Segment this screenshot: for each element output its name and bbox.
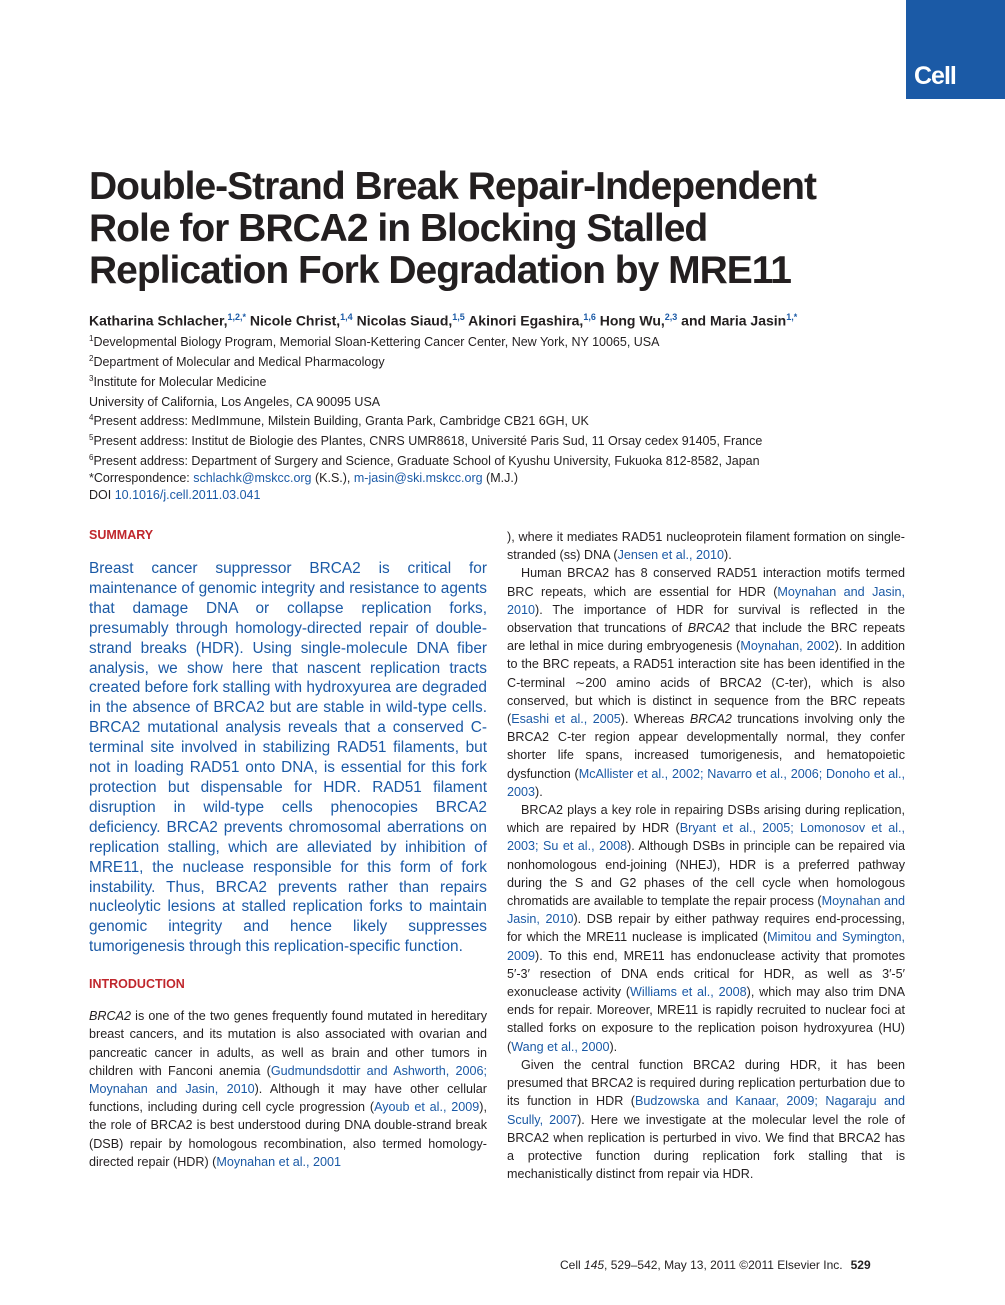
author-affiliation-marker: 1,* [786,312,798,322]
author-name: Hong Wu, [595,312,665,329]
author-affiliation-marker: 1,4 [340,312,353,322]
paragraph-text: ). [724,548,732,563]
intro-paragraph-continued [507,528,905,564]
correspondence-label: *Correspondence: [89,471,194,486]
affiliation-line [89,450,909,470]
affiliation-line [89,391,909,411]
affiliation-line [89,410,909,430]
paragraph-text: ). Although it may have other cellular functions, including during cell cycle progression ( [89,1081,487,1115]
footer-citation: , 529–542, May 13, 2011 ©2011 Elsevier Inc. [604,1258,843,1272]
title-line: Double-Strand Break Repair-Independent [89,165,816,208]
journal-logo-text: Cell [914,62,956,90]
author-name: Katharina Schlacher, [89,312,228,329]
correspondence-initials: (M.J.) [482,471,518,486]
citation-link[interactable]: Budzowska and Kanaar, 2009; Nagaraju and Scully, 2007 [507,1094,905,1127]
doi-line [89,487,909,504]
paragraph-text: ), where it mediates RAD51 nucleoprotein filament formation on single-stranded (ss) DNA ( [507,530,905,563]
gene-name: BRCA2 [89,1009,131,1024]
affiliation-text: Developmental Biology Program, Memorial Sloan-Kettering Cancer Center, New York, NY 10065, USA [93,335,660,350]
affiliation-number: 5 [89,433,94,443]
intro-paragraph [507,564,905,801]
affiliation-line [89,371,909,391]
affiliation-number: 4 [89,413,94,423]
correspondence-line [89,470,909,487]
paragraph-text: ). Here we investigate at the molecular level the role of BRCA2 when replication is perturbed in vivo. We find that BRCA2 has a protective function during replication fork stalling that is mechanistically distinct from repair via HDR. [507,1112,905,1182]
paragraph-text: Human BRCA2 has 8 conserved RAD51 interaction motifs termed BRC repeats, which are essential for HDR ( [507,566,905,599]
gene-name: BRCA2 [687,621,730,636]
citation-link[interactable]: Moynahan and Jasin, 2010 [507,584,905,617]
citation-link[interactable]: Wang et al., 2000 [511,1039,610,1054]
citation-link[interactable]: McAllister et al., 2002; Navarro et al., 2006; Donoho et al., 2003 [507,766,905,799]
affiliation-number: 6 [89,453,94,463]
citation-link[interactable]: Moynahan and Jasin, 2010 [507,894,906,927]
footer-volume: 145 [584,1258,605,1272]
intro-paragraph [507,1056,905,1183]
citation-link[interactable]: Bryant et al., 2005; Lomonosov et al., 2003; Su et al., 2008 [507,821,905,854]
doi-label: DOI [89,487,115,502]
citation-link[interactable]: Williams et al., 2008 [630,985,747,1000]
affiliation-text: Department of Molecular and Medical Pharmacology [93,355,385,370]
affiliations [89,331,909,503]
paragraph-text: ). In addition to the BRC repeats, a RAD51 interaction site has been identified in the C-terminal ∼200 amino acids of BRCA2 (C-ter), which is also conserved, but which is distinct in sequence from the BRC repeats ( [507,639,906,727]
citation-link[interactable]: Ayoub et al., 2009 [374,1100,480,1115]
journal-logo [906,0,1005,99]
affiliation-text: University of California, Los Angeles, CA 90095 USA [89,394,381,409]
citation-link[interactable]: Esashi et al., 2005 [511,712,621,727]
paragraph-text: ). Although DSBs in principle can be repaired via nonhomologous end-joining (NHEJ), HDR is a preferred pathway during the S and G2 phases of the cell cycle when homologous chromatids are available to template the repair process ( [507,839,906,909]
author-name: Nicolas Siaud, [352,312,453,329]
paragraph-text: Given the central function BRCA2 during HDR, it has been presumed that BRCA2 is required during replication perturbation due to its function in HDR ( [507,1057,905,1109]
paragraph-text: ). [609,1039,618,1054]
paragraph-text: truncations involving only the BRCA2 C-ter region appear developmentally normal, they confer shorter life spans, increased tumorigenesis, and hematopoietic dysfunction ( [507,712,905,781]
citation-link[interactable]: Jensen et al., 2010 [617,548,725,563]
affiliation-line [89,351,909,371]
paragraph-text: ), the role of BRCA2 is best understood during DNA double-strand break (DSB) repair by homologous recombination, also termed homology-directed repair (HDR) ( [89,1100,487,1169]
page-number: 529 [850,1258,871,1272]
affiliation-line [89,430,909,450]
paragraph-text: ). Whereas [620,712,690,727]
paragraph-text: ). To this end, MRE11 has endonuclease activity that promotes 5′-3′ resection of DNA ends critical for HDR, as well as 3′-5′ exonuclease activity ( [507,948,905,1000]
author-name: and Maria Jasin [677,312,787,329]
gene-name: BRCA2 [689,712,732,727]
page-footer [560,1258,871,1272]
paragraph-text: is one of the two genes frequently found mutated in hereditary breast cancers, and its mutation is also associated with ovarian and pancreatic cancer in adults, as well as brain and other tumors in children with Fanconi anemia ( [89,1009,487,1078]
intro-paragraph [507,801,905,1056]
affiliation-number: 3 [89,373,94,383]
author-list [89,312,909,329]
author-affiliation-marker: 1,5 [452,312,465,322]
doi-link[interactable]: 10.1016/j.cell.2011.03.041 [114,487,261,502]
title-line: Replication Fork Degradation by MRE11 [89,249,791,292]
email-link[interactable]: schlachk@mskcc.org [193,471,312,486]
citation-link[interactable]: Mimitou and Symington, 2009 [507,930,905,963]
summary-text: Breast cancer suppressor BRCA2 is critical for maintenance of genomic integrity and resistance to agents that damage DNA or collapse replication forks, presumably through homology-directed repair of double-strand breaks (HDR). Using single-molecule DNA fiber analysis, we show here that nascent replication tracts created before fork stalling with hydroxyurea are degraded in the absence of BRCA2 but are stable in wild-type cells. BRCA2 mutational analysis reveals that a conserved C-terminal site involved in stabilizing RAD51 filaments, but not in loading RAD51 onto DNA, is essential for this fork protection but dispensable for HDR. RAD51 filament disruption in wild-type cells phenocopies BRCA2 deficiency. BRCA2 prevents chromosomal aberrations on replication stalling, which are alleviated by inhibition of MRE11, the nuclease responsible for this form of fork instability. Thus, BRCA2 prevents rather than repairs nucleolytic lesions at stalled replication forks to maintain genomic integrity and hence likely suppresses tumorigenesis through this replication-specific function. [89,560,487,956]
affiliation-number: 2 [89,353,94,363]
left-column [89,528,487,1171]
author-name: Akinori Egashira, [464,312,584,329]
paragraph-text: ). The importance of HDR for survival is reflected in the observation that truncations of [507,602,905,636]
affiliation-number: 1 [89,334,94,343]
intro-paragraph [89,1007,487,1171]
affiliation-text: Present address: MedImmune, Milstein Building, Granta Park, Cambridge CB21 6GH, UK [93,414,589,429]
paragraph-text: ). DSB repair by either pathway requires end-processing, for which the MRE11 nuclease is implicated ( [507,912,905,945]
right-column [507,528,905,1183]
affiliation-text: Institute for Molecular Medicine [93,374,267,389]
author-affiliation-marker: 1,6 [583,312,596,322]
author-affiliation-marker: 1,2,* [227,312,247,322]
email-link[interactable]: m-jasin@ski.mskcc.org [353,471,483,486]
paragraph-text: ). [535,784,543,799]
affiliation-text: Present address: Department of Surgery and Science, Graduate School of Kyushu University, Fukuoka 812-8582, Japan [93,454,760,469]
correspondence-initials: (K.S.), [311,471,354,486]
author-name: Nicole Christ, [246,312,341,329]
article-title [89,166,889,292]
author-affiliation-marker: 2,3 [664,312,678,322]
paragraph-text: ), which may also trim DNA ends for repair. Moreover, MRE11 is rapidly recruited to nuclear foci at stalled forks on exposure to the replication poison hydroxyurea (HU) ( [507,985,905,1054]
citation-link[interactable]: Gudmundsdottir and Ashworth, 2006; Moynahan and Jasin, 2010 [89,1063,487,1096]
affiliation-line [89,331,909,351]
paragraph-text: BRCA2 plays a key role in repairing DSBs arising during replication, which are repaired by HDR ( [507,803,905,836]
citation-link[interactable]: Moynahan, 2002 [740,639,835,654]
title-line: Role for BRCA2 in Blocking Stalled [89,207,708,250]
introduction-heading: INTRODUCTION [89,977,185,992]
citation-link[interactable]: Moynahan et al., 2001 [216,1154,342,1169]
affiliation-text: Present address: Institut de Biologie des Plantes, CNRS UMR8618, Université Paris Sud, 11 Orsay cedex 91405, France [93,434,763,449]
footer-journal: Cell [560,1258,585,1272]
summary-heading: SUMMARY [89,528,154,542]
paragraph-text: that include the BRC repeats are lethal in mice during embryogenesis ( [507,621,905,654]
